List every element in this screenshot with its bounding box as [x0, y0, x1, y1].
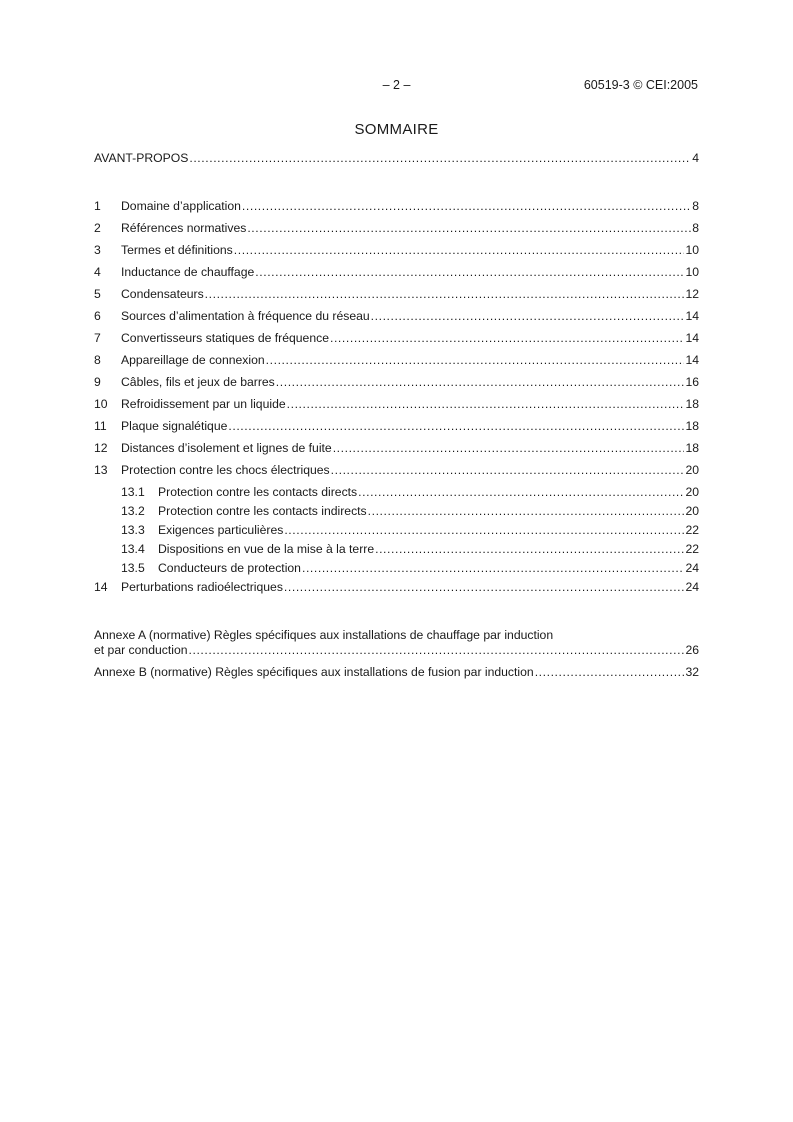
toc-entry-label: Annexe A (normative) Règles spécifiques aux installations de chauffage par induction	[94, 628, 554, 642]
toc-entry-number: 5	[94, 287, 101, 301]
dot-leader	[358, 485, 684, 500]
toc-entry-number: 13.1	[121, 485, 145, 499]
toc-entry-number: 8	[94, 353, 101, 367]
dot-leader	[284, 580, 685, 595]
toc-entry-label: Refroidissement par un liquide	[121, 397, 286, 411]
toc-entry-13[interactable]	[94, 463, 699, 485]
dot-leader	[375, 542, 684, 557]
toc-entry-number: 4	[94, 265, 101, 279]
toc-entry-page: 14	[685, 353, 699, 367]
toc-entry-page: 22	[685, 523, 699, 537]
toc-entry-label: Appareillage de connexion	[121, 353, 265, 367]
dot-leader	[331, 463, 685, 478]
toc-entry-foreword[interactable]	[94, 151, 699, 173]
toc-entry-page: 8	[692, 199, 699, 213]
toc-entry-page: 14	[685, 331, 699, 345]
toc-entry-page: 32	[685, 665, 699, 679]
toc-entry-13-2[interactable]	[94, 504, 699, 523]
toc-entry-label: Protection contre les contacts indirects	[158, 504, 367, 518]
dot-leader	[242, 199, 691, 214]
toc-entry-page: 4	[692, 151, 699, 165]
dot-leader	[276, 375, 685, 390]
toc-entry-number: 7	[94, 331, 101, 345]
toc-entry-label: Protection contre les contacts directs	[158, 485, 358, 499]
toc-entry-6[interactable]	[94, 309, 699, 331]
toc-entry-annex-a-cont	[94, 643, 699, 665]
toc-entry-5[interactable]	[94, 287, 699, 309]
toc-entry-9[interactable]	[94, 375, 699, 397]
toc-entry-1[interactable]	[94, 199, 699, 221]
dot-leader	[189, 643, 685, 658]
toc-entry-page: 20	[685, 463, 699, 477]
toc-entry-label: Références normatives	[121, 221, 247, 235]
dot-leader	[247, 221, 691, 236]
toc-entry-label: Dispositions en vue de la mise à la terre	[158, 542, 375, 556]
toc-entry-page: 20	[685, 485, 699, 499]
toc-entry-label: Annexe B (normative) Règles spécifiques aux installations de fusion par induction	[94, 665, 534, 679]
document-reference: 60519-3 © CEI:2005	[583, 78, 698, 92]
toc-entry-annex-b[interactable]	[94, 665, 699, 687]
toc-entry-number: 2	[94, 221, 101, 235]
toc-entry-13-1[interactable]	[94, 485, 699, 504]
toc-entry-label: Exigences particulières	[158, 523, 284, 537]
toc-entry-10[interactable]	[94, 397, 699, 419]
toc-entry-14[interactable]	[94, 580, 699, 602]
toc-entry-number: 6	[94, 309, 101, 323]
toc-entry-page: 22	[685, 542, 699, 556]
toc-entry-page: 14	[685, 309, 699, 323]
toc-entry-label: Sources d’alimentation à fréquence du réseau	[121, 309, 370, 323]
dot-leader	[228, 419, 684, 434]
toc-entry-label: Plaque signalétique	[121, 419, 228, 433]
toc-entry-label: Câbles, fils et jeux de barres	[121, 375, 275, 389]
toc-entry-13-4[interactable]	[94, 542, 699, 561]
toc-entry-12[interactable]	[94, 441, 699, 463]
toc-entry-number: 13.3	[121, 523, 145, 537]
toc-entry-page: 24	[685, 561, 699, 575]
toc-entry-8[interactable]	[94, 353, 699, 375]
toc-entry-number: 10	[94, 397, 108, 411]
toc-entry-number: 9	[94, 375, 101, 389]
dot-leader	[368, 504, 685, 519]
toc-title: SOMMAIRE	[354, 121, 439, 138]
toc-entry-3[interactable]	[94, 243, 699, 265]
toc-entry-label: Conducteurs de protection	[158, 561, 301, 575]
toc-entry-page: 20	[685, 504, 699, 518]
toc-entry-2[interactable]	[94, 221, 699, 243]
toc-entry-label: Condensateurs	[121, 287, 204, 301]
toc-entry-number: 12	[94, 441, 108, 455]
toc-entry-page: 18	[685, 397, 699, 411]
dot-leader	[535, 665, 685, 680]
dot-leader	[284, 523, 684, 538]
toc-entry-label: Termes et définitions	[121, 243, 233, 257]
toc-entry-page: 12	[685, 287, 699, 301]
toc-entry-7[interactable]	[94, 331, 699, 353]
toc-entry-label: Perturbations radioélectriques	[121, 580, 283, 594]
dot-leader	[255, 265, 684, 280]
toc-entry-page: 16	[685, 375, 699, 389]
toc-entry-annex-a[interactable]	[94, 628, 699, 665]
toc-entry-13-5[interactable]	[94, 561, 699, 580]
toc-entry-number: 13	[94, 463, 108, 477]
toc-entry-page: 18	[685, 441, 699, 455]
toc-entry-page: 8	[692, 221, 699, 235]
dot-leader	[333, 441, 685, 456]
dot-leader	[302, 561, 684, 576]
toc-entry-label-continued: et par conduction	[94, 643, 188, 657]
toc-entry-page: 10	[685, 243, 699, 257]
page-number: – 2 –	[382, 78, 411, 92]
toc-entry-page: 10	[685, 265, 699, 279]
toc-entry-label: Distances d’isolement et lignes de fuite	[121, 441, 332, 455]
dot-leader	[371, 309, 685, 324]
toc-entry-label: Inductance de chauffage	[121, 265, 255, 279]
toc-entry-11[interactable]	[94, 419, 699, 441]
toc-entry-label: Domaine d’application	[121, 199, 241, 213]
toc-entry-number: 13.4	[121, 542, 145, 556]
toc-entry-number: 3	[94, 243, 101, 257]
toc-entry-4[interactable]	[94, 265, 699, 287]
toc-entry-label: Convertisseurs statiques de fréquence	[121, 331, 329, 345]
toc-annexes	[94, 628, 699, 687]
toc-entry-number: 14	[94, 580, 108, 594]
toc-entry-page: 24	[685, 580, 699, 594]
dot-leader	[330, 331, 684, 346]
toc-entry-number: 11	[94, 419, 107, 433]
toc-entry-label: Protection contre les chocs électriques	[121, 463, 330, 477]
toc-entry-number: 13.5	[121, 561, 145, 575]
dot-leader	[189, 151, 691, 166]
toc-entry-number: 13.2	[121, 504, 145, 518]
toc-foreword	[94, 151, 699, 173]
toc-entry-label: AVANT-PROPOS	[94, 151, 189, 165]
dot-leader	[266, 353, 685, 368]
dot-leader	[287, 397, 685, 412]
toc-entry-page: 26	[685, 643, 699, 657]
dot-leader	[205, 287, 685, 302]
toc-entry-number: 1	[94, 199, 101, 213]
toc-entry-page: 18	[685, 419, 699, 433]
toc-entry-13-3[interactable]	[94, 523, 699, 542]
toc-sections	[94, 199, 699, 602]
dot-leader	[234, 243, 685, 258]
